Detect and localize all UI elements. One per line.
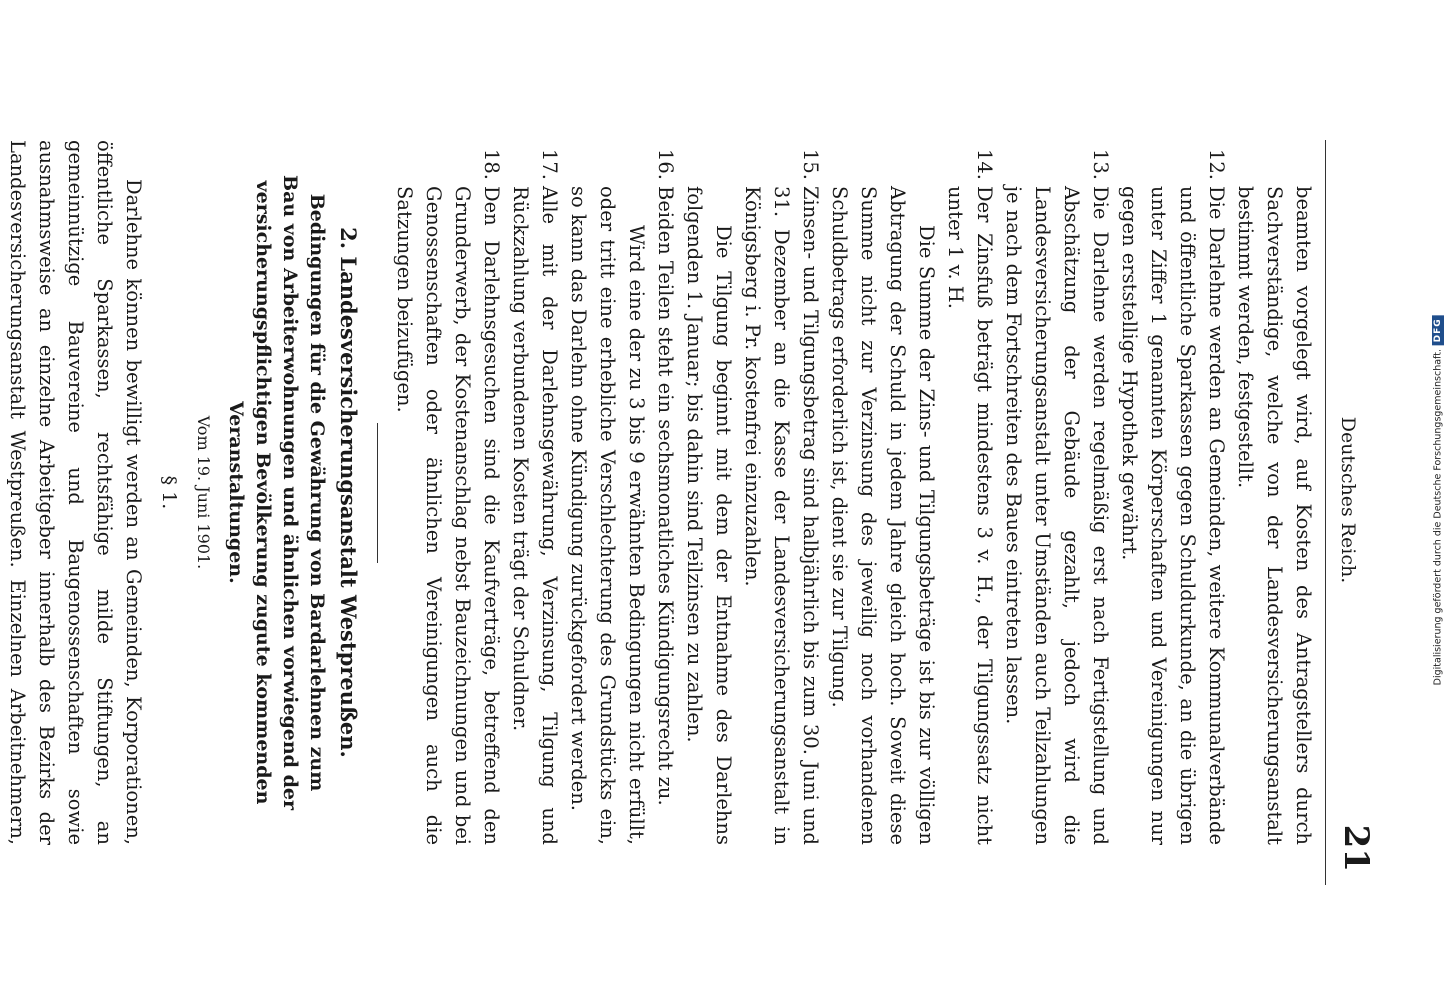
- section-subtitle: Bedingungen für die Gewährung von Bardarlehnen zum Bau von Arbeiterwohnungen und ähnlichen vorwiegend der versicherungspflichtigen Bevölkerung zugute kommenden Veranstaltungen.: [225, 175, 328, 810]
- item-number: 17.: [538, 148, 561, 180]
- item-text: beamten vorgelegt wird, auf Kosten des Antragstellers durch Sachverständige, welche von der Landesversicherungsanstalt bestimmt werden, festgestellt.: [1234, 186, 1315, 845]
- section-separator: [377, 423, 378, 563]
- item-number: 18.: [480, 148, 503, 180]
- running-head: [1336, 0, 1376, 1000]
- scanned-page: [6, 0, 1380, 1000]
- list-item: [680, 140, 825, 845]
- list-item: [1115, 140, 1231, 845]
- item-text: Beiden Teilen steht ein sechsmonatliches Kündigungsrecht zu.: [654, 186, 677, 806]
- list-item: [825, 140, 999, 845]
- digitization-credit-text: Digitalisierung gefördert durch die Deutsche Forschungsgemeinschaft.: [1432, 348, 1443, 686]
- list-item: [390, 140, 506, 845]
- page-number: 21: [1336, 824, 1376, 872]
- item-number: 15.: [799, 148, 822, 180]
- page-content: [0, 140, 1318, 845]
- running-title: Deutsches Reich.: [1337, 416, 1359, 584]
- list-item: [506, 140, 564, 845]
- item-text: Zinsen- und Tilgungsbetrag sind halbjährlich bis zum 30. Juni und 31. Dezember an die Kasse der Landesversicherungsanstalt in Königsberg i. Pr. kostenfrei einzuzahlen.: [741, 186, 822, 845]
- item-continuation-text: Die Summe der Zins- und Tilgungsbeträge ist bis zur völligen Abtragung der Schuld in jedem Jahre gleich hoch. Soweit diese Summe nicht zur Verzinsung des jeweilig noch vorhandenen Schuldbetrags erforderlich ist, dient sie zur Tilgung.: [828, 186, 938, 845]
- item-number: 14.: [973, 148, 996, 180]
- digitization-credit-strip: [1420, 0, 1455, 1000]
- item-number: 13.: [1089, 148, 1112, 180]
- item-continuation-text: Die Tilgung beginnt mit dem der Entnahme des Darlehns folgenden 1. Januar; bis dahin sind Teilzinsen zu zahlen.: [683, 186, 735, 845]
- list-item: [1231, 140, 1318, 845]
- item-number: 12.: [1205, 148, 1228, 180]
- header-rule: [1325, 140, 1326, 885]
- item-text: Den Darlehnsgesuchen sind die Kaufverträge, betreffend den Grunderwerb, der Kostenanschlag nebst Bauzeichnungen und bei Genossenschaften oder ähnlichen Vereinigungen auch die Satzungen beizufügen.: [393, 186, 503, 845]
- section-title: 2. Landesversicherungsanstalt Westpreußen.: [336, 227, 361, 758]
- item-text: Alle mit der Darlehnsgewährung, Verzinsung, Tilgung und Rückzahlung verbundenen Kosten trägt der Schuldner.: [509, 186, 561, 845]
- item-continuation-text: Wird eine der zu 3 bis 9 erwähnten Bedingungen nicht erfüllt, oder tritt eine erhebliche Verschlechterung des Grundstücks ein, so kann das Darlehn ohne Kündigung zurückgefordert werden.: [567, 186, 648, 845]
- item-text: Die Darlehne werden an Gemeinden, weitere Kommunalverbände und öffentliche Sparkassen gegen Schuldurkunde, an die übrigen unter Ziffer 1 genannten Körperschaften und Vereinigungen nur gegen erststellige Hypothek gewährt.: [1118, 186, 1228, 845]
- section-date: Vom 19. Juni 1901.: [194, 415, 213, 570]
- dfg-logo: DFG: [1432, 315, 1444, 345]
- body-paragraph: Darlehne können bewilligt werden an Gemeinden, Korporationen, öffentliche Sparkassen, rechtsfähige milde Stiftungen, an gemeinnützige Bauvereine und Baugenossenschaften sowie ausnahmsweise an einzelne Arbeitgeber innerhalb des Bezirks der Landesversicherungsanstalt Westpreußen. Einzelnen Arbeitnehmern,: [6, 140, 145, 845]
- item-text: Die Darlehne werden regelmäßig erst nach Fertigstellung und Abschätzung der Gebäude gezahlt, jedoch wird die Landesversicherungsanstalt unter Umständen auch Teilzahlungen je nach dem Fortschreiten des Baues eintreten lassen.: [1002, 186, 1112, 845]
- list-item: [999, 140, 1115, 845]
- item-number: 16.: [654, 148, 677, 180]
- paragraph-heading: § 1.: [158, 475, 180, 510]
- item-text: Der Zinsfuß beträgt mindestens 3 v. H., der Tilgungssatz nicht unter 1 v. H.: [944, 186, 996, 845]
- list-item: [564, 140, 680, 845]
